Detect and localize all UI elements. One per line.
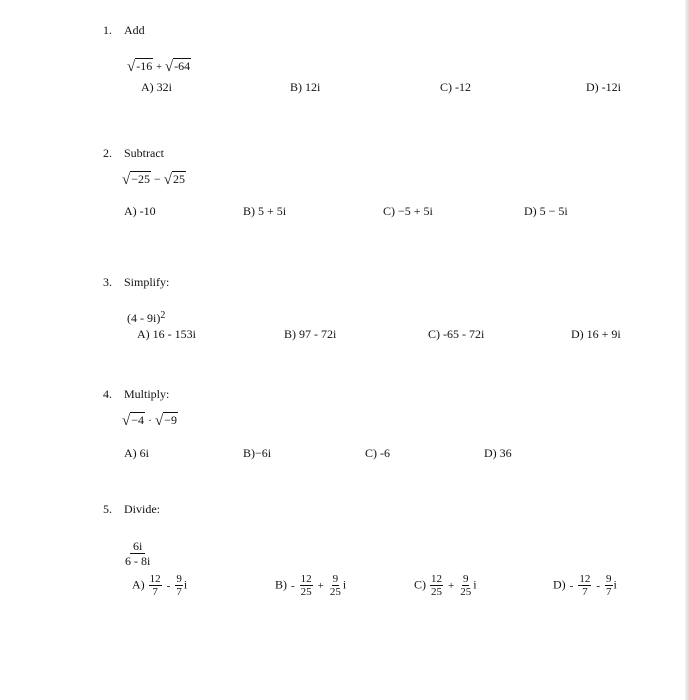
exponent: 2 bbox=[160, 310, 166, 321]
question-prompt: Add bbox=[124, 23, 145, 37]
choice-a[interactable]: A) 16 - 153i bbox=[137, 327, 196, 341]
q5-expression bbox=[123, 539, 152, 568]
choice-d[interactable]: D) -12i bbox=[586, 80, 621, 94]
choice-a[interactable]: A) $\frac{12}{7}$ - $\frac{9}{7}$ i bbox=[132, 573, 188, 598]
radical: √−25 bbox=[122, 172, 151, 188]
radical: √25 bbox=[163, 172, 186, 188]
page-edge-shadow bbox=[685, 0, 689, 700]
question-prompt: Simplify: bbox=[124, 275, 170, 289]
choice-d[interactable]: D) 16 + 9i bbox=[571, 327, 621, 341]
choice-d[interactable]: D) 5 − 5i bbox=[524, 204, 568, 218]
question-prompt: Multiply: bbox=[124, 387, 170, 401]
radical: √-64 bbox=[164, 59, 191, 75]
question-number: 2. bbox=[103, 146, 112, 160]
choice-b[interactable]: B)−6i bbox=[243, 446, 272, 460]
base: (4 - 9i) bbox=[127, 311, 161, 325]
choice-d[interactable]: D) - $\frac{12}{7}$ - $\frac{9}{7}$ i bbox=[553, 573, 617, 598]
question-number: 5. bbox=[103, 502, 112, 516]
choice-c[interactable]: C) -12 bbox=[440, 80, 471, 94]
question-prompt: Divide: bbox=[124, 502, 160, 516]
q4-expression bbox=[122, 412, 178, 429]
minus-sign: − bbox=[154, 172, 161, 186]
q3-expression bbox=[127, 311, 165, 326]
choice-a[interactable]: A) 6i bbox=[124, 446, 149, 460]
fraction: $\frac{6i}{6 - 8i}$ bbox=[125, 539, 151, 568]
choice-b[interactable]: B) - $\frac{12}{25}$ + $\frac{9}{25}$ i bbox=[275, 573, 347, 598]
radical: √−4 bbox=[122, 413, 145, 429]
choice-b[interactable]: B) 5 + 5i bbox=[243, 204, 287, 218]
choice-c[interactable]: C) -6 bbox=[365, 446, 390, 460]
question-number: 1. bbox=[103, 23, 112, 37]
radical: √−9 bbox=[155, 413, 178, 429]
choice-c[interactable]: C) -65 - 72i bbox=[428, 327, 485, 341]
choice-b[interactable]: B) 97 - 72i bbox=[284, 327, 337, 341]
choice-c[interactable]: C) $\frac{12}{25}$ + $\frac{9}{25}$ i bbox=[414, 573, 477, 598]
dot-sign: · bbox=[148, 413, 153, 427]
choice-b[interactable]: B) 12i bbox=[290, 80, 321, 94]
question-prompt: Subtract bbox=[124, 146, 164, 160]
question-number: 3. bbox=[103, 275, 112, 289]
choice-c[interactable]: C) −5 + 5i bbox=[383, 204, 433, 218]
plus-sign: + bbox=[156, 62, 162, 73]
choice-a[interactable]: A) 32i bbox=[141, 80, 172, 94]
radical: √-16 bbox=[127, 59, 153, 75]
question-number: 4. bbox=[103, 387, 112, 401]
q2-expression bbox=[122, 171, 186, 188]
choice-a[interactable]: A) -10 bbox=[124, 204, 156, 218]
q1-expression bbox=[127, 58, 191, 75]
choice-d[interactable]: D) 36 bbox=[484, 446, 512, 460]
